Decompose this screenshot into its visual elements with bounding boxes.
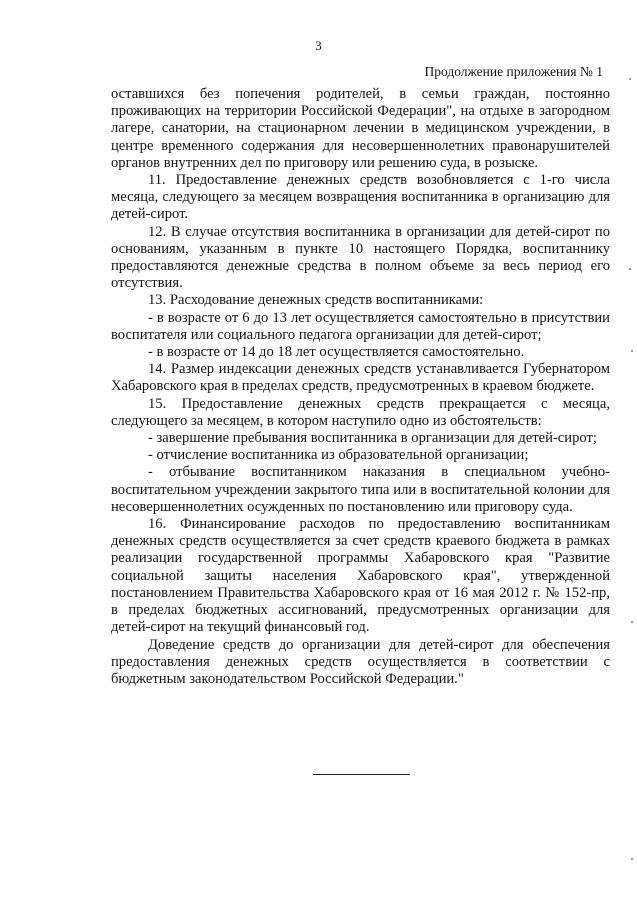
paragraph-item-13-sub-b: - в возрасте от 14 до 18 лет осуществляется самостоятельно. <box>148 344 525 361</box>
paragraph-item-14: 14. Размер индексации денежных средств устанавливается Губернатором Хабаровского края в пределах средств, предусмотренных в краевом бюджете. <box>111 361 610 395</box>
paragraph-continuation: оставшихся без попечения родителей, в семьи граждан, постоянно проживающих на территории Российской Федерации", на отдыхе в загородном лагере, санатории, на стационарном лечении в медицинском учреждении, в центре временного содержания для несовершеннолетних правонарушителей органов внутренних дел по приговору или решению суда, в розыске. <box>111 86 610 171</box>
page-number: 3 <box>315 38 322 53</box>
paragraph-item-11: 11. Предоставление денежных средств возобновляется с 1-го числа месяца, следующего за месяцем возвращения воспитанника в организацию для детей-сирот. <box>111 172 610 223</box>
paragraph-item-15-sub-a: - завершение пребывания воспитанника в организации для детей-сирот; <box>148 430 597 447</box>
scan-mark <box>631 858 633 860</box>
paragraph-item-16-continued: Доведение средств до организации для детей-сирот для обеспечения предоставления денежных средств осуществляется в соответствии с бюджетным законодательством Российской Федерации." <box>111 636 610 687</box>
scan-mark <box>629 78 631 80</box>
appendix-continuation-note: Продолжение приложения № 1 <box>424 64 603 79</box>
scan-mark <box>629 268 631 270</box>
scan-mark <box>631 621 633 623</box>
paragraph-item-15: 15. Предоставление денежных средств прекращается с месяца, следующего за месяцем, в котором наступило одно из обстоятельств: <box>111 395 610 429</box>
scan-mark <box>631 350 633 352</box>
paragraph-item-16: 16. Финансирование расходов по предоставлению воспитанникам денежных средств осуществляется за счет средств краевого бюджета в рамках реализации государственной программы Хабаровского края "Развитие социальной защиты населения Хабаровского края", утвержденной постановлением Правительства Хабаровского края от 16 мая 2012 г. № 152-пр, в пределах бюджетных ассигнований, предусмотренных организации для детей-сирот на текущий финансовый год. <box>111 516 610 636</box>
closing-separator-line <box>313 774 410 775</box>
document-body <box>111 86 610 688</box>
paragraph-item-15-sub-b: - отчисление воспитанника из образовательной организации; <box>148 447 529 464</box>
paragraph-item-13: 13. Расходование денежных средств воспитанниками: <box>148 292 484 309</box>
paragraph-item-15-sub-c: - отбывание воспитанником наказания в специальном учебно-воспитательном учреждении закрытого типа или в воспитательной колонии для несовершеннолетних осужденных по постановлению или приговору суда. <box>111 464 610 515</box>
paragraph-item-13-sub-a: - в возрасте от 6 до 13 лет осуществляется самостоятельно в присутствии воспитателя или социального педагога организации для детей-сирот; <box>111 309 610 343</box>
paragraph-item-12: 12. В случае отсутствия воспитанника в организации для детей-сирот по основаниям, указанным в пункте 10 настоящего Порядка, воспитаннику предоставляются денежные средства в полном объеме за весь период его отсутствия. <box>111 223 610 292</box>
